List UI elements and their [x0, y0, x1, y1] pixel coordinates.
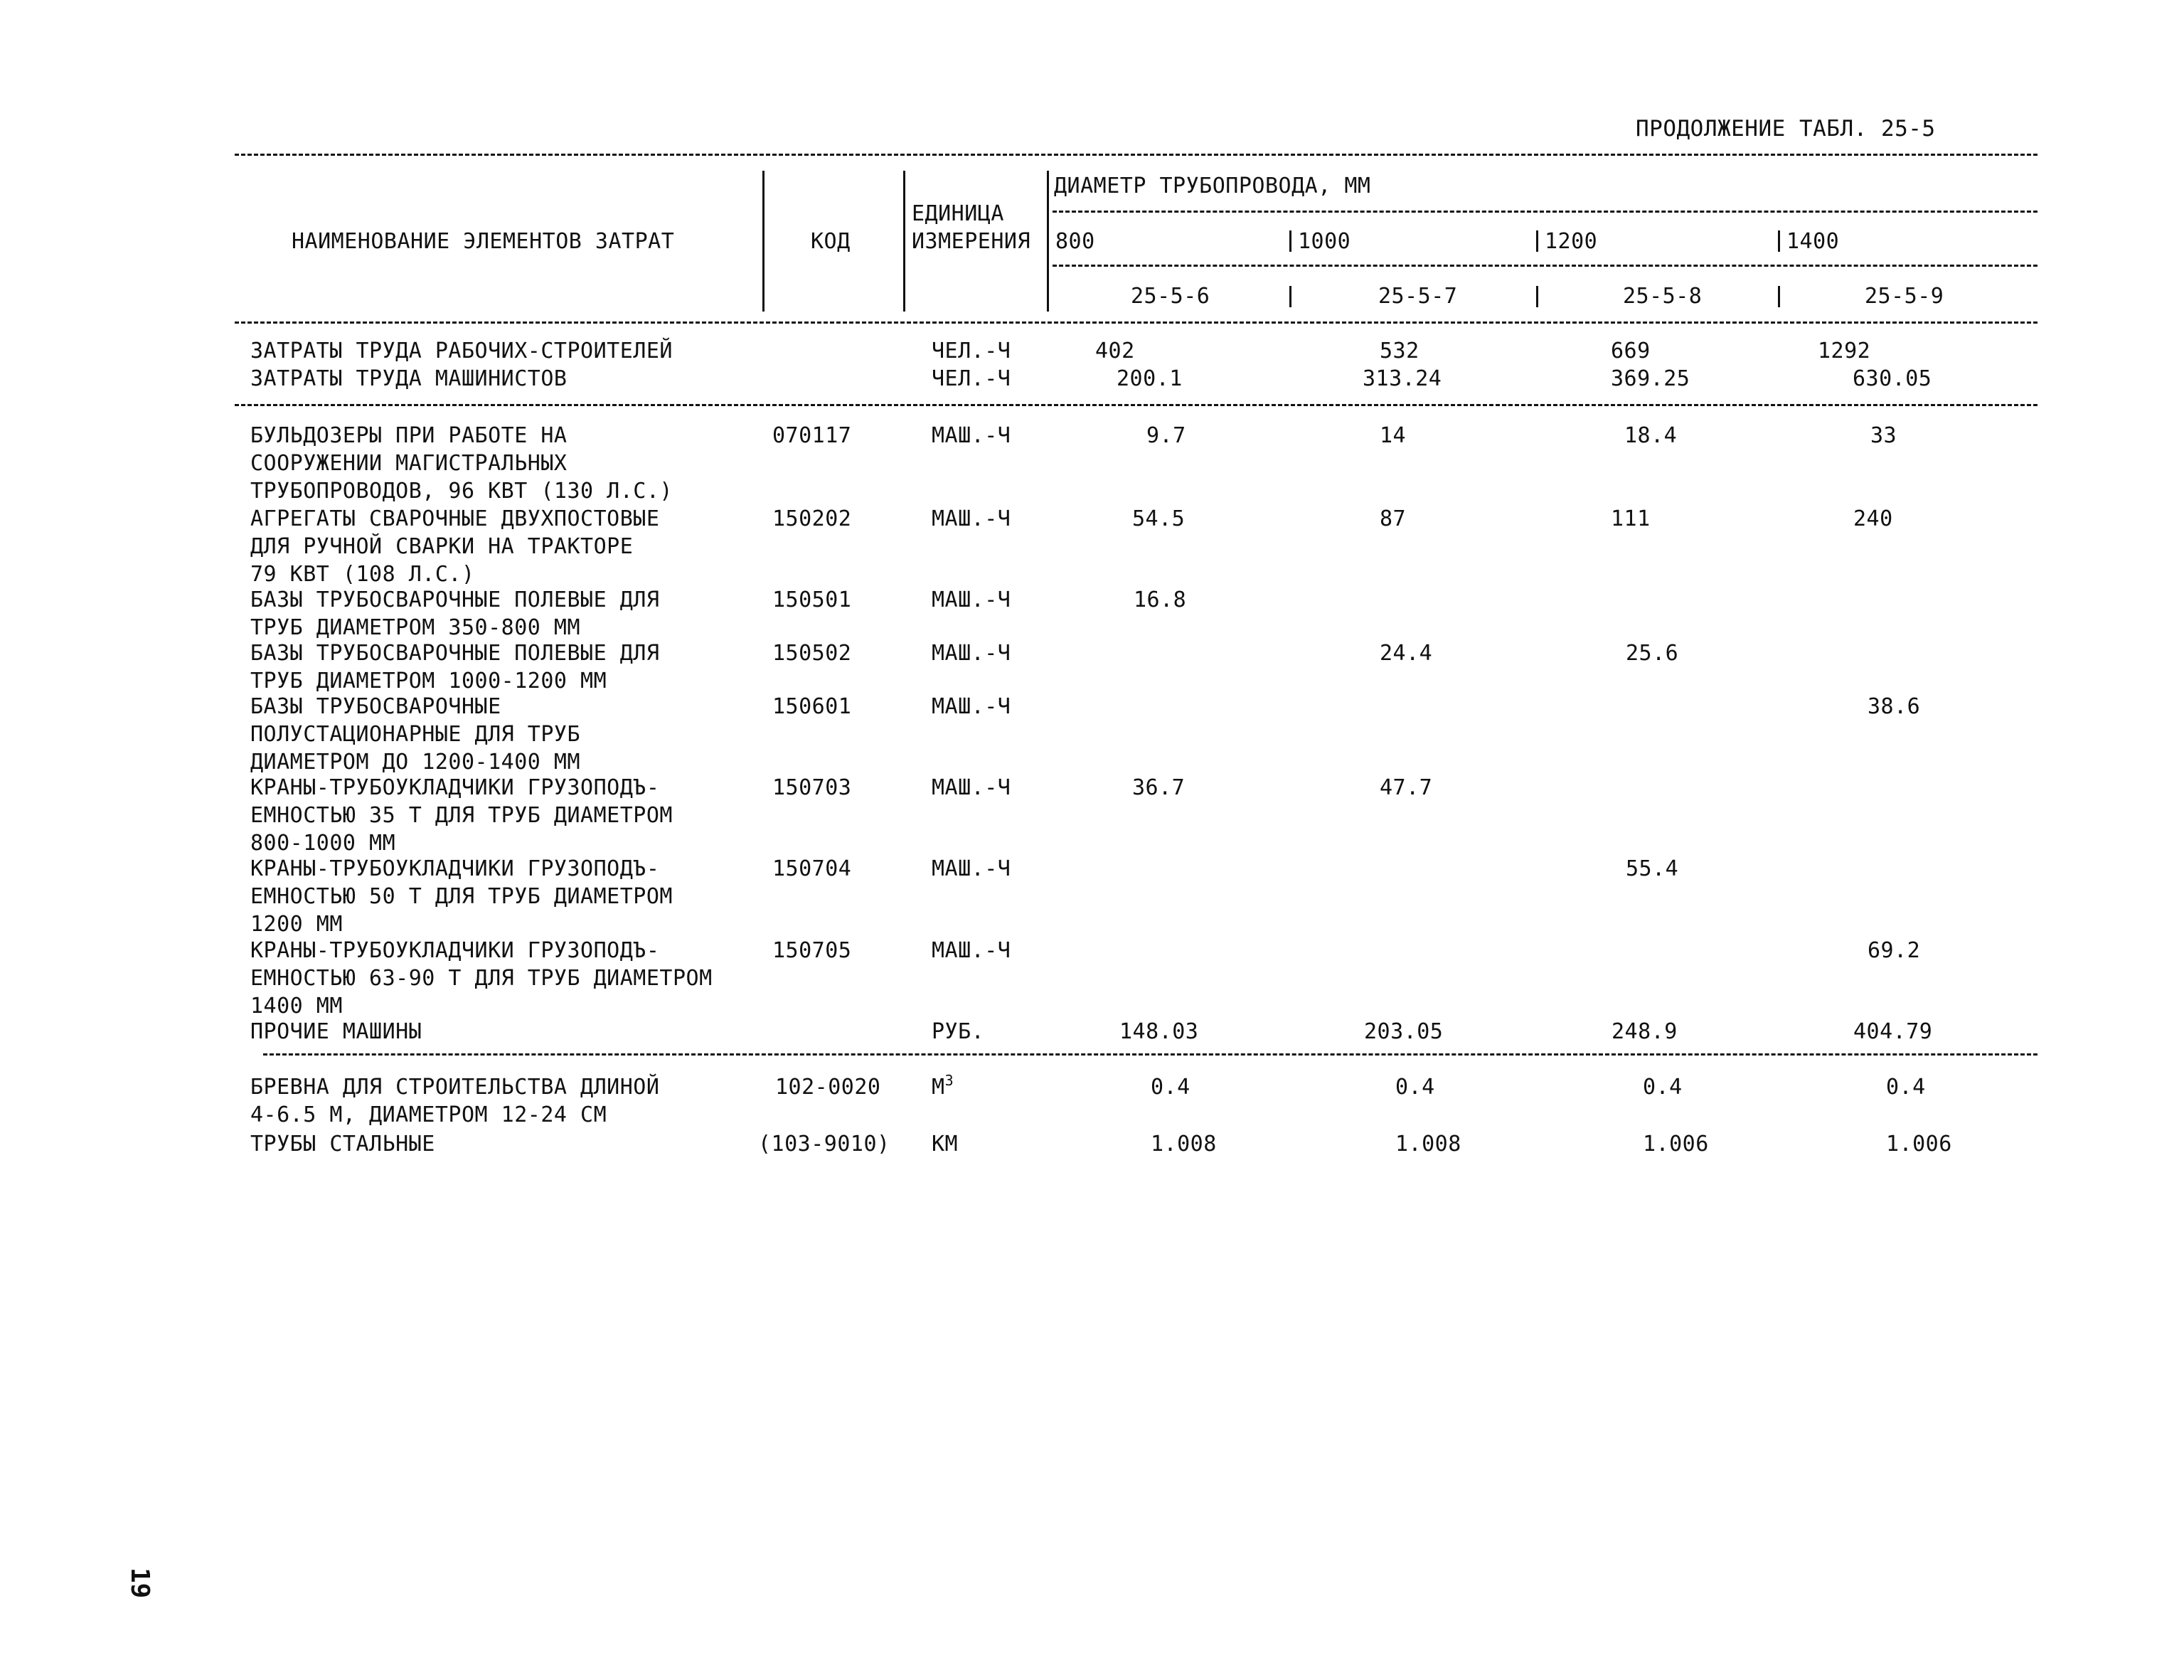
header-c1: 25-5-6 — [1131, 284, 1210, 309]
row-name: ПРОЧИЕ МАШИНЫ — [250, 1019, 422, 1044]
row-code: 102-0020 — [775, 1075, 881, 1100]
row-code: 150501 — [772, 588, 852, 612]
row-value-800: 9.7 — [1146, 423, 1186, 448]
row-value-1400: 38.6 — [1868, 694, 1921, 719]
header-separator-unit-diameter — [1047, 171, 1049, 312]
row-name-line3: 1400 ММ — [250, 994, 343, 1019]
table-top-rule — [235, 154, 2037, 156]
header-separator-name-code — [762, 171, 765, 312]
row-value-800: 0.4 — [1151, 1075, 1190, 1100]
row-code: 150705 — [772, 938, 852, 963]
row-value-800: 1.008 — [1151, 1132, 1217, 1157]
row-value-1200: 1.006 — [1643, 1132, 1709, 1157]
row-code: 150202 — [772, 506, 852, 531]
row-name-line3: ТРУБОПРОВОДОВ, 96 КВТ (130 Л.С.) — [250, 479, 673, 504]
row-value-800: 54.5 — [1132, 506, 1186, 531]
row-name-line2: СООРУЖЕНИИ МАГИСТРАЛЬНЫХ — [250, 451, 568, 476]
row-value-1400: 404.79 — [1853, 1019, 1933, 1044]
header-diameter-rule — [1053, 211, 2037, 213]
header-code: КОД — [811, 229, 851, 254]
row-unit: МАШ.-Ч — [932, 588, 1011, 612]
row-name-line2: ЕМНОСТЬЮ 63-90 Т ДЛЯ ТРУБ ДИАМЕТРОМ — [250, 966, 713, 991]
row-unit: МАШ.-Ч — [932, 775, 1011, 800]
row-value-1400: 0.4 — [1886, 1075, 1926, 1100]
row-name: ЗАТРАТЫ ТРУДА РАБОЧИХ-СТРОИТЕЛЕЙ — [250, 339, 673, 363]
labor-bottom-rule — [235, 404, 2037, 406]
row-name-line3: 800-1000 ММ — [250, 831, 396, 856]
machines-bottom-rule — [263, 1053, 2037, 1056]
row-value-1400: 630.05 — [1853, 366, 1932, 391]
row-value-1000: 203.05 — [1364, 1019, 1444, 1044]
row-value-1200: 369.25 — [1611, 366, 1690, 391]
row-name-line2: ЕМНОСТЬЮ 35 Т ДЛЯ ТРУБ ДИАМЕТРОМ — [250, 803, 673, 828]
row-unit: ЧЕЛ.-Ч — [932, 339, 1011, 363]
header-d1: 800 — [1055, 229, 1095, 254]
row-name-line3: 79 КВТ (108 Л.С.) — [250, 562, 475, 587]
row-value-1200: 248.9 — [1612, 1019, 1678, 1044]
header-unit-line1: ЕДИНИЦА — [912, 201, 1004, 226]
row-name: ТРУБЫ СТАЛЬНЫЕ — [250, 1132, 435, 1157]
row-name-line1: КРАНЫ-ТРУБОУКЛАДЧИКИ ГРУЗОПОДЪ- — [250, 856, 660, 881]
header-c-sep-2 — [1536, 286, 1538, 307]
row-value-1000: 532 — [1380, 339, 1419, 363]
header-name: НАИМЕНОВАНИЕ ЭЛЕМЕНТОВ ЗАТРАТ — [292, 229, 675, 254]
row-unit: МАШ.-Ч — [932, 641, 1011, 666]
row-code: 150703 — [772, 775, 852, 800]
header-d-sep-1 — [1289, 230, 1291, 252]
row-unit: $М^3$ — [932, 1072, 954, 1100]
row-value-1200: 25.6 — [1626, 641, 1679, 666]
row-unit: КМ — [932, 1132, 959, 1157]
row-unit: МАШ.-Ч — [932, 938, 1011, 963]
row-value-1400: 33 — [1870, 423, 1897, 448]
row-name-line2: ТРУБ ДИАМЕТРОМ 1000-1200 ММ — [250, 669, 607, 693]
row-value-1200: 55.4 — [1626, 856, 1679, 881]
row-value-1200: 0.4 — [1643, 1075, 1683, 1100]
header-d4: 1400 — [1786, 229, 1840, 254]
row-value-1000: 47.7 — [1380, 775, 1433, 800]
row-value-1400: 1292 — [1818, 339, 1871, 363]
row-value-1200: 669 — [1611, 339, 1651, 363]
row-name-line1: КРАНЫ-ТРУБОУКЛАДЧИКИ ГРУЗОПОДЪ- — [250, 775, 660, 800]
continuation-caption: ПРОДОЛЖЕНИЕ ТАБЛ. 25-5 — [1636, 116, 1936, 142]
row-value-1000: 14 — [1380, 423, 1407, 448]
row-name-line3: 1200 ММ — [250, 912, 343, 937]
header-c-sep-3 — [1778, 286, 1780, 307]
row-value-800: 36.7 — [1132, 775, 1186, 800]
row-value-800: 402 — [1095, 339, 1135, 363]
row-code: 150601 — [772, 694, 852, 719]
row-name-line3: ДИАМЕТРОМ ДО 1200-1400 ММ — [250, 750, 581, 775]
row-code: 070117 — [772, 423, 852, 448]
row-name-line1: КРАНЫ-ТРУБОУКЛАДЧИКИ ГРУЗОПОДЪ- — [250, 938, 660, 963]
row-value-1400: 240 — [1853, 506, 1893, 531]
header-d-sep-2 — [1536, 230, 1538, 252]
row-value-1000: 0.4 — [1395, 1075, 1435, 1100]
row-unit: МАШ.-Ч — [932, 856, 1011, 881]
row-name-line2: ДЛЯ РУЧНОЙ СВАРКИ НА ТРАКТОРЕ — [250, 534, 634, 559]
unit-superscript: 3 — [944, 1072, 954, 1089]
row-code: (103-9010) — [758, 1132, 890, 1157]
row-value-1000: 313.24 — [1363, 366, 1442, 391]
row-value-1000: 1.008 — [1395, 1132, 1461, 1157]
row-value-800: 16.8 — [1134, 588, 1187, 612]
header-d2: 1000 — [1298, 229, 1351, 254]
row-name-line1: АГРЕГАТЫ СВАРОЧНЫЕ ДВУХПОСТОВЫЕ — [250, 506, 660, 531]
row-unit: ЧЕЛ.-Ч — [932, 366, 1011, 391]
row-code: 150704 — [772, 856, 852, 881]
row-name-line2: ПОЛУСТАЦИОНАРНЫЕ ДЛЯ ТРУБ — [250, 722, 581, 747]
header-unit-line2: ИЗМЕРЕНИЯ — [912, 229, 1031, 254]
row-unit: МАШ.-Ч — [932, 506, 1011, 531]
row-name-line2: 4-6.5 М, ДИАМЕТРОМ 12-24 СМ — [250, 1102, 607, 1127]
row-unit: МАШ.-Ч — [932, 694, 1011, 719]
row-name: ЗАТРАТЫ ТРУДА МАШИНИСТОВ — [250, 366, 568, 391]
row-name-line1: БАЗЫ ТРУБОСВАРОЧНЫЕ ПОЛЕВЫЕ ДЛЯ — [250, 641, 660, 666]
row-value-1400: 69.2 — [1868, 938, 1921, 963]
header-column-number-rule — [1053, 265, 2037, 267]
row-value-800: 148.03 — [1119, 1019, 1199, 1044]
row-unit: МАШ.-Ч — [932, 423, 1011, 448]
header-c-sep-1 — [1289, 286, 1291, 307]
row-value-1200: 18.4 — [1624, 423, 1678, 448]
row-name-line2: ЕМНОСТЬЮ 50 Т ДЛЯ ТРУБ ДИАМЕТРОМ — [250, 884, 673, 909]
row-name-line1: БУЛЬДОЗЕРЫ ПРИ РАБОТЕ НА — [250, 423, 568, 448]
row-value-800: 200.1 — [1117, 366, 1183, 391]
row-unit: РУБ. — [932, 1019, 985, 1044]
header-c2: 25-5-7 — [1378, 284, 1458, 309]
row-name-line1: БРЕВНА ДЛЯ СТРОИТЕЛЬСТВА ДЛИНОЙ — [250, 1075, 660, 1100]
header-bottom-rule — [235, 321, 2037, 324]
row-name-line1: БАЗЫ ТРУБОСВАРОЧНЫЕ ПОЛЕВЫЕ ДЛЯ — [250, 588, 660, 612]
header-c4: 25-5-9 — [1865, 284, 1944, 309]
row-value-1000: 87 — [1380, 506, 1407, 531]
row-value-1000: 24.4 — [1380, 641, 1433, 666]
header-d-sep-3 — [1778, 230, 1780, 252]
row-value-1400: 1.006 — [1886, 1132, 1952, 1157]
row-name-line1: БАЗЫ ТРУБОСВАРОЧНЫЕ — [250, 694, 501, 719]
page-number: 19 — [125, 1567, 155, 1599]
header-diameter: ДИАМЕТР ТРУБОПРОВОДА, ММ — [1054, 174, 1371, 198]
header-separator-code-unit — [903, 171, 905, 312]
row-name-line2: ТРУБ ДИАМЕТРОМ 350-800 ММ — [250, 615, 581, 640]
row-code: 150502 — [772, 641, 852, 666]
header-c3: 25-5-8 — [1623, 284, 1703, 309]
header-d3: 1200 — [1545, 229, 1598, 254]
row-value-1200: 111 — [1611, 506, 1651, 531]
